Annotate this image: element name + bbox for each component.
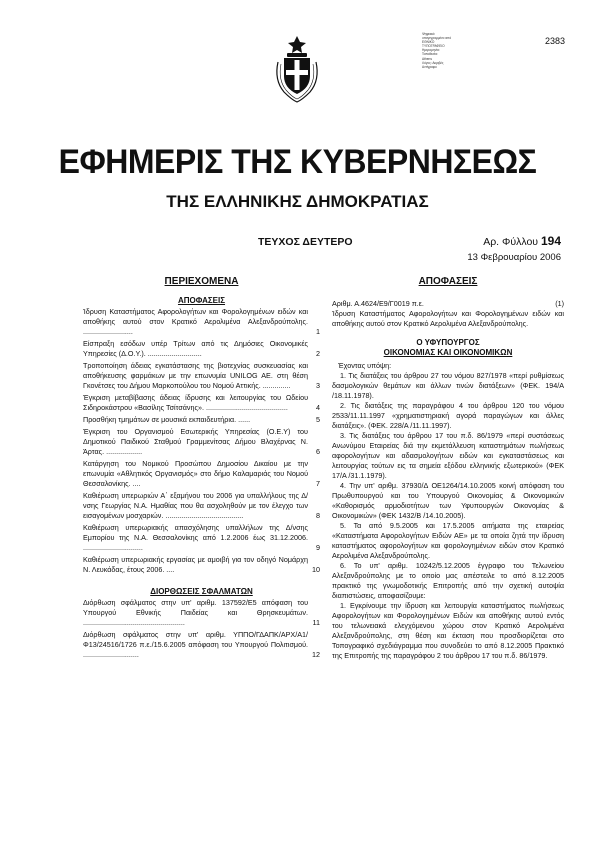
decision-paragraph: 6. Το υπ' αριθμ. 10242/5.12.2005 έγγραφο του Τελωνείου Αλεξανδρούπολης με το οποίο μας απέστειλε το από 8.12.2005 πρακτικό της γνωμοδοτικής Επιτροπής από την σχετική αυτοψία διαπιστώσεις, αποφασίζουμε:: [332, 561, 564, 600]
decision-paragraph: 2. Τις διατάξεις της παραγράφου 4 του άρθρου 120 του νόμου 2533/11.11.1997 «χρηματιστηριακή αγορά παραγώγων και άλλες διατάξεις». (ΦΕΚ. 228/Α /11.11.1997).: [332, 401, 564, 430]
toc-item: Είσπραξη εσόδων υπέρ Τρίτων από τις Δημόσιες Οικονομικές Υπηρεσίες (Δ.Ο.Υ.). ........................... 2: [83, 339, 320, 358]
page-number: 2383: [544, 36, 565, 46]
gazette-title: ΕΦΗΜΕΡΙΣ ΤΗΣ ΚΥΒΕΡΝΗΣΕΩΣ: [58, 141, 537, 181]
toc-item: Καθιέρωση υπερωριακής εργασίας με αμοιβή για τον οδηγό Νομάρχη Ν. Λευκάδας, έτους 2006. .... 10: [83, 555, 320, 574]
toc-item: Έγκριση του Οργανισμού Εσωτερικής Υπηρεσίας (Ο.Ε.Υ) του Δημοτικού Παιδικού Σταθμού Γραμμενίτσας Δήμου Βλαχέρνας Ν. Άρτας. .................. 6: [83, 427, 320, 456]
sheet-number: [483, 234, 561, 248]
decisions-heading: ΑΠΟΦΑΣΕΙΣ: [418, 276, 478, 287]
decision-paragraph: 3. Τις διατάξεις του άρθρου 17 του π.δ. 86/1979 «περί συστάσεως Ανωνύμου Εταιρείας διά την εκμετάλλευση καταστημάτων πωλήσεως αφορολογήτων και αδασμολογήτων ειδών και εγκαταστάσεως και λειτουργίας τούτων εις τα σημεία εξόδου ελληνικής εξωτερικού» (ΦΕΚ 17/Α /31.1.1979).: [332, 431, 564, 480]
toc-item: Καθιέρωση υπερωριών Α΄ εξαμήνου του 2006 για υπαλλήλους της Δ/νσης Γεωργίας Ν.Α. Ημαθίας που θα ασχοληθούν με τον έλεγχο των εισαγομένων μοσχαριών. ....................................... 8: [83, 491, 320, 520]
corrections-heading: ΔΙΟΡΘΩΣΕΙΣ ΣΦΑΛΜΑΤΩΝ: [150, 587, 253, 596]
toc-item: Διόρθωση σφάλματος στην υπ' αριθμ. ΥΠΠΟ/ΓΔΑΠΚ/ΑΡΧ/Α1/Φ13/24516/1726 π.ε./15.6.2005 απόφαση του Υπουργού Πολιτισμού. ............................ 12: [83, 630, 320, 659]
decision-reference: [332, 299, 564, 309]
decision-ordinal: (1): [555, 299, 564, 308]
decision-ref-number: Αριθμ. Α.4624/Ε9/Γ0019 π.ε.: [332, 299, 424, 308]
decision-title: Ίδρυση Καταστήματος Αφορολογήτων και Φορολογημένων ειδών και αποθήκης αυτού στον Κρατικό Αερολιμένα Αλεξανδρούπολης.: [332, 309, 564, 328]
minister-heading: [332, 338, 564, 358]
decision-paragraph: 4. Την υπ' αριθμ. 37930/Δ ΟΕ1264/14.10.2005 κοινή απόφαση του Πρωθυπουργού και του Υπουργού Οικονομίας & Οικονομικών «Καθορισμός αρμοδιοτήτων των Υφυπουργών Οικονομίας & Οικονομικών» (ΦΕΚ 1432/Β /14.10.2005).: [332, 481, 564, 520]
contents-heading: ΠΕΡΙΕΧΟΜΕΝΑ: [164, 276, 239, 287]
greek-coat-of-arms-emblem: [272, 32, 322, 104]
issue-date: 13 Φεβρουαρίου 2006: [467, 252, 561, 263]
decision-paragraph: 1. Εγκρίνουμε την ίδρυση και λειτουργία καταστήματος πωλήσεως Αφορολογήτων και Φορολογημένων Ειδών και αποθήκης αυτού εντός του τελωνειακά ελεγχόμενου χώρου στον Κρατικό Αερολιμένα Αλεξανδρούπολης, στη θέση και έκταση που προσδιορίζεται στο Τοπογραφικό σχεδιάγραμμα που συνοδεύει το από 8.12.2005 Πρακτικό της Επιτροπής της παραγράφου 2 του άρθρου 17 του π.δ. 86/1979.: [332, 601, 564, 660]
issue-label: ΤΕΥΧΟΣ ΔΕΥΤΕΡΟ: [258, 236, 353, 248]
toc-item: Καθιέρωση υπερωριακής απασχόλησης υπαλλήλων της Δ/νσης Εμπορίου της Ν.Α. Θεσσαλονίκης από 1.2.2006 έως 31.12.2006. .............................. 9: [83, 523, 320, 552]
toc-item: Έγκριση μεταβίβασης άδειας ίδρυσης και λειτουργίας του Ωδείου Σιδηροκάστρου «Βασίλης Τσίτσάνης». ......................................... 4: [83, 393, 320, 412]
toc-item: Κατάργηση του Νομικού Προσώπου Δημοσίου Δικαίου με την επωνυμία «Αθλητικός Οργανισμός» στο δήμο Καλαμαριάς του Νομού Θεσσαλονίκης. .... 7: [83, 459, 320, 488]
contents-column: [83, 276, 320, 660]
toc-item: Διόρθωση σφάλματος στην υπ' αριθμ. 137592/Ε5 απόφαση του Υπουργού Εθνικής Παιδείας και Θρησκευμάτων. ................................................... 11: [83, 598, 320, 627]
ministry-line: ΟΙΚΟΝΟΜΙΑΣ ΚΑΙ ΟΙΚΟΝΟΜΙΚΩΝ: [383, 348, 513, 357]
sheet-number-value: 194: [540, 234, 561, 248]
sheet-label: Αρ. Φύλλου: [483, 236, 539, 248]
toc-item: Τροποποίηση άδειας εγκατάστασης της βιοτεχνίας συσκευασίας και αποθήκευσης φαρμάκων με την επωνυμία UNILOG AE. στη θέση Γκονέτσες του Δήμου Μαρκοπούλου του Νομού Αττικής. .............. 3: [83, 361, 320, 390]
toc-item: Ίδρυση Καταστήματος Αφορολογήτων και Φορολογημένων ειδών και αποθήκης αυτού στον Κρατικό Αερολιμένα Αλεξανδρούπολης. ......................... 1: [83, 307, 320, 336]
decisions-column: [332, 276, 564, 661]
digital-signature-stamp: Ψηφιακά υπογεγραμμένο από ΕΘΝΙΚΟ ΤΥΠΟΓΡΑΦΕΙΟ Ημερομηνία: Τοποθεσία: Athens Λόγος: Ακριβές Αντίγραφο: [422, 32, 452, 69]
minister-line: Ο ΥΦΥΠΟΥΡΓΟΣ: [416, 338, 480, 347]
gazette-subtitle: ΤΗΣ ΕΛΛΗΝΙΚΗΣ ΔΗΜΟΚΡΑΤΙΑΣ: [166, 192, 429, 211]
decision-paragraph: 1. Τις διατάξεις του άρθρου 27 του νόμου 827/1978 «περί ρυθμίσεως δασμολογικών θεμάτων και άλλων τινών διατάξεων» (ΦΕΚ. 194/Α /18.11.1978).: [332, 371, 564, 400]
toc-item: Προσθήκη τμημάτων σε μουσικά εκπαιδευτήρια. ...... 5: [83, 415, 320, 424]
contents-decisions-heading: ΑΠΟΦΑΣΕΙΣ: [177, 296, 226, 305]
decision-paragraph: 5. Τα από 9.5.2005 και 17.5.2005 αιτήματα της εταιρείας «Καταστήματα Αφορολογήτων Ειδών ΑΕ» με τα οποία ζητά την ίδρυση καταστήματος αφορολογήτων και φορολογημένων ειδών στον Κρατικό Αερολιμένα Αλεξανδρούπολης.: [332, 521, 564, 560]
having-in-mind: Έχοντας υπόψη:: [338, 361, 392, 370]
